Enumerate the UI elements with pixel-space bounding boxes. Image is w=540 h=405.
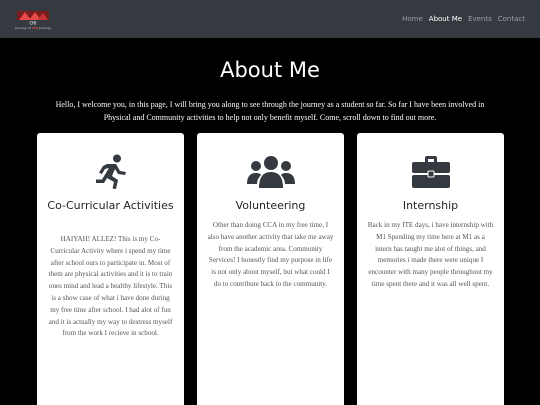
card-title: Co-Curricular Activities	[47, 199, 174, 212]
card-internship	[357, 133, 504, 405]
nav-link-home[interactable]: Home	[402, 15, 423, 23]
brand-logo[interactable]	[14, 9, 52, 30]
navbar	[0, 0, 540, 38]
card-title: Volunteering	[235, 199, 306, 212]
brand-sub-accent: CHJ	[32, 25, 39, 30]
nav-link-contact[interactable]: Contact	[497, 15, 525, 23]
nav-link-about-me[interactable]: About Me	[428, 15, 463, 23]
brand-logo-text: CHJ	[29, 20, 37, 25]
card-co-curricular	[37, 133, 184, 405]
users-icon	[197, 154, 344, 190]
page-title: About Me	[220, 58, 320, 82]
briefcase-icon	[357, 154, 504, 190]
logo-mark-icon	[17, 9, 49, 25]
card-text: Other than doing CCA in my free time, I also have another activity that take me away from the academic area. Community Services! I honestly find my purpose in life is not only about myself, but what could I do to contribute back to the community.	[207, 221, 334, 288]
card-text: HAIYAH! ALLEZ! This is my Co-Curricular Activity where i spend my time after school ours to participate in. Most of them are physical activities and it is to train ones mind and lead a healthy lifestyle. This is a show case of what i have done during my free time after school. I had alot of fun and it is actually my way to destress myself from the work I recieve in school.	[48, 235, 173, 338]
brand-subtitle	[15, 26, 51, 30]
brand-sub-right: Journey	[39, 25, 52, 30]
nav-link-events[interactable]: Events	[468, 15, 492, 23]
intro-text: Hello, I welcome you, in this page, I will bring you along to see through the journey as a student so far. So far I have been involved in Physical and Community activities to help not only benefit myself. Come, scroll down to find out more.	[55, 100, 485, 122]
card-text: Back in my ITE days, i have internship with M1 Spending my time here at M1 as a intern has taught me alot of things, and memories i made there were unique I encounter with many people throughout my time spent there and it was all well spent.	[367, 221, 494, 288]
nav-links	[399, 0, 528, 38]
card-volunteering	[197, 133, 344, 405]
running-icon	[37, 154, 184, 190]
card-title: Internship	[402, 199, 459, 212]
brand-sub-left: Journey of	[14, 25, 31, 30]
